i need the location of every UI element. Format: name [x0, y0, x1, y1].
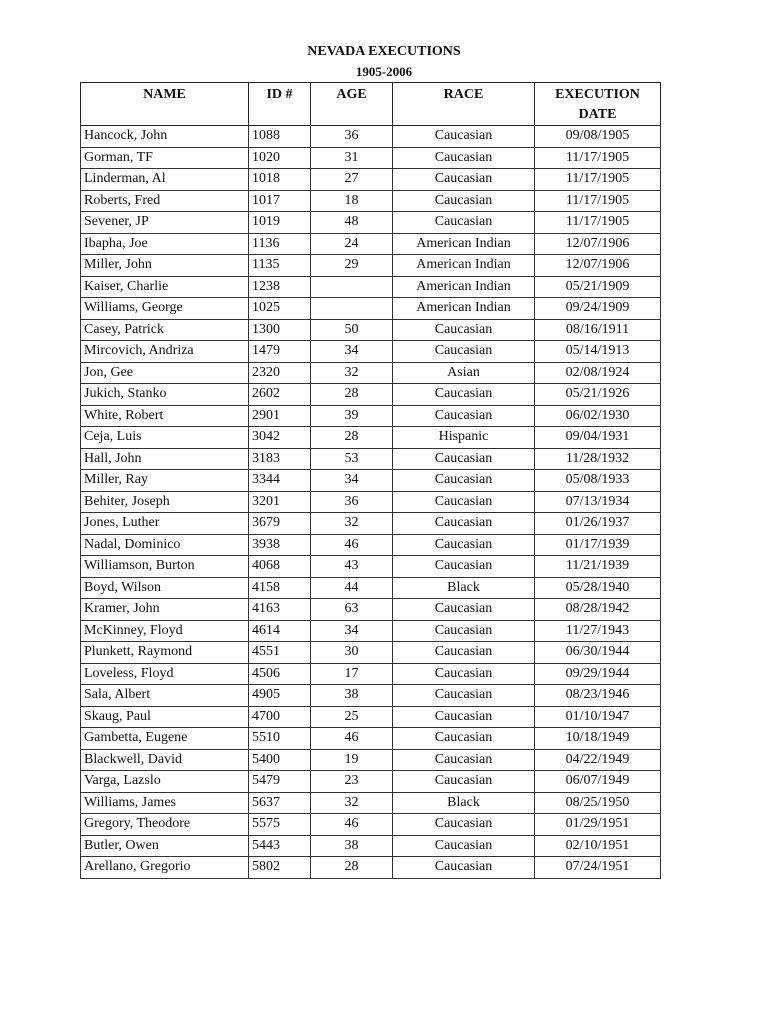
cell-name: Williams, George: [81, 298, 249, 320]
cell-execution-date: 09/29/1944: [535, 663, 661, 685]
cell-race: American Indian: [393, 255, 535, 277]
cell-race: Caucasian: [393, 491, 535, 513]
cell-id: 2602: [249, 384, 311, 406]
cell-execution-date: 02/10/1951: [535, 835, 661, 857]
table-row: [81, 749, 661, 771]
cell-age: 44: [311, 577, 393, 599]
cell-race: Caucasian: [393, 384, 535, 406]
cell-race: Caucasian: [393, 599, 535, 621]
table-row: [81, 427, 661, 449]
cell-age: 28: [311, 384, 393, 406]
cell-execution-date: 06/07/1949: [535, 771, 661, 793]
cell-age: 28: [311, 857, 393, 879]
cell-race: Caucasian: [393, 642, 535, 664]
cell-id: 4068: [249, 556, 311, 578]
cell-race: Caucasian: [393, 556, 535, 578]
cell-execution-date: 05/08/1933: [535, 470, 661, 492]
table-row: [81, 663, 661, 685]
table-row: [81, 771, 661, 793]
table-row: [81, 319, 661, 341]
table-row: [81, 384, 661, 406]
cell-id: 5400: [249, 749, 311, 771]
cell-name: Gambetta, Eugene: [81, 728, 249, 750]
cell-race: Black: [393, 792, 535, 814]
cell-name: Mircovich, Andriza: [81, 341, 249, 363]
cell-name: Gorman, TF: [81, 147, 249, 169]
cell-age: 48: [311, 212, 393, 234]
cell-execution-date: 07/13/1934: [535, 491, 661, 513]
cell-execution-date: 11/17/1905: [535, 212, 661, 234]
cell-name: Sevener, JP: [81, 212, 249, 234]
cell-age: 50: [311, 319, 393, 341]
table-row: [81, 362, 661, 384]
cell-name: McKinney, Floyd: [81, 620, 249, 642]
table-row: [81, 835, 661, 857]
cell-race: Caucasian: [393, 126, 535, 148]
cell-age: 34: [311, 620, 393, 642]
cell-name: Loveless, Floyd: [81, 663, 249, 685]
cell-name: Butler, Owen: [81, 835, 249, 857]
cell-execution-date: 05/28/1940: [535, 577, 661, 599]
table-row: [81, 706, 661, 728]
cell-age: 43: [311, 556, 393, 578]
table-row: [81, 491, 661, 513]
cell-name: Plunkett, Raymond: [81, 642, 249, 664]
cell-id: 3201: [249, 491, 311, 513]
cell-age: 38: [311, 835, 393, 857]
table-row: [81, 298, 661, 320]
cell-name: Varga, Lazslo: [81, 771, 249, 793]
cell-race: Caucasian: [393, 341, 535, 363]
cell-age: 32: [311, 513, 393, 535]
cell-age: 53: [311, 448, 393, 470]
cell-id: 1479: [249, 341, 311, 363]
table-row: [81, 169, 661, 191]
cell-execution-date: 04/22/1949: [535, 749, 661, 771]
cell-name: Miller, Ray: [81, 470, 249, 492]
table-row: [81, 341, 661, 363]
cell-age: 30: [311, 642, 393, 664]
cell-race: Caucasian: [393, 685, 535, 707]
column-header-execution-date: [535, 83, 661, 126]
cell-name: Roberts, Fred: [81, 190, 249, 212]
table-row: [81, 276, 661, 298]
cell-race: Caucasian: [393, 749, 535, 771]
cell-execution-date: 05/14/1913: [535, 341, 661, 363]
cell-age: 19: [311, 749, 393, 771]
table-row: [81, 147, 661, 169]
cell-id: 3344: [249, 470, 311, 492]
table-row: [81, 126, 661, 148]
cell-execution-date: 09/04/1931: [535, 427, 661, 449]
cell-race: Black: [393, 577, 535, 599]
cell-age: 46: [311, 728, 393, 750]
cell-race: American Indian: [393, 298, 535, 320]
table-row: [81, 792, 661, 814]
cell-name: Nadal, Dominico: [81, 534, 249, 556]
cell-execution-date: 10/18/1949: [535, 728, 661, 750]
cell-execution-date: 11/21/1939: [535, 556, 661, 578]
cell-age: 36: [311, 126, 393, 148]
cell-race: Caucasian: [393, 448, 535, 470]
cell-id: 5479: [249, 771, 311, 793]
table-row: [81, 599, 661, 621]
cell-id: 5443: [249, 835, 311, 857]
column-header-race: RACE: [393, 83, 535, 126]
cell-execution-date: 11/17/1905: [535, 147, 661, 169]
cell-race: Caucasian: [393, 147, 535, 169]
cell-name: Jon, Gee: [81, 362, 249, 384]
cell-execution-date: 11/17/1905: [535, 190, 661, 212]
cell-age: 46: [311, 814, 393, 836]
cell-execution-date: 09/24/1909: [535, 298, 661, 320]
cell-execution-date: 02/08/1924: [535, 362, 661, 384]
cell-id: 1238: [249, 276, 311, 298]
table-row: [81, 470, 661, 492]
cell-execution-date: 11/27/1943: [535, 620, 661, 642]
cell-execution-date: 05/21/1909: [535, 276, 661, 298]
cell-name: Jukich, Stanko: [81, 384, 249, 406]
cell-execution-date: 01/17/1939: [535, 534, 661, 556]
column-header-age: AGE: [311, 83, 393, 126]
table-row: [81, 620, 661, 642]
table-row: [81, 857, 661, 879]
cell-id: 4163: [249, 599, 311, 621]
cell-id: 5637: [249, 792, 311, 814]
cell-name: Blackwell, David: [81, 749, 249, 771]
cell-race: Caucasian: [393, 190, 535, 212]
cell-id: 1020: [249, 147, 311, 169]
cell-age: 23: [311, 771, 393, 793]
cell-age: 31: [311, 147, 393, 169]
cell-name: Skaug, Paul: [81, 706, 249, 728]
cell-race: Caucasian: [393, 620, 535, 642]
table-row: [81, 814, 661, 836]
cell-name: Arellano, Gregorio: [81, 857, 249, 879]
cell-name: Ceja, Luis: [81, 427, 249, 449]
table-row: [81, 556, 661, 578]
cell-id: 1088: [249, 126, 311, 148]
cell-race: Asian: [393, 362, 535, 384]
cell-race: Caucasian: [393, 771, 535, 793]
executions-table: [80, 82, 661, 879]
cell-age: 63: [311, 599, 393, 621]
cell-age: 32: [311, 362, 393, 384]
cell-execution-date: 08/28/1942: [535, 599, 661, 621]
cell-age: 27: [311, 169, 393, 191]
cell-execution-date: 09/08/1905: [535, 126, 661, 148]
cell-race: Caucasian: [393, 212, 535, 234]
cell-age: 28: [311, 427, 393, 449]
cell-age: 46: [311, 534, 393, 556]
cell-execution-date: 01/26/1937: [535, 513, 661, 535]
cell-name: White, Robert: [81, 405, 249, 427]
column-header-id: ID #: [249, 83, 311, 126]
cell-id: 1018: [249, 169, 311, 191]
cell-race: Caucasian: [393, 857, 535, 879]
cell-age: 36: [311, 491, 393, 513]
table-row: [81, 642, 661, 664]
cell-execution-date: 08/25/1950: [535, 792, 661, 814]
document-subtitle: 1905-2006: [355, 64, 413, 79]
table-row: [81, 255, 661, 277]
cell-race: American Indian: [393, 233, 535, 255]
cell-race: American Indian: [393, 276, 535, 298]
cell-execution-date: 08/16/1911: [535, 319, 661, 341]
cell-race: Caucasian: [393, 534, 535, 556]
cell-id: 4551: [249, 642, 311, 664]
cell-id: 1300: [249, 319, 311, 341]
cell-id: 3042: [249, 427, 311, 449]
cell-race: Caucasian: [393, 728, 535, 750]
cell-execution-date: 01/29/1951: [535, 814, 661, 836]
cell-race: Caucasian: [393, 405, 535, 427]
cell-name: Ibapha, Joe: [81, 233, 249, 255]
cell-age: 39: [311, 405, 393, 427]
cell-race: Caucasian: [393, 814, 535, 836]
cell-age: 17: [311, 663, 393, 685]
cell-id: 4700: [249, 706, 311, 728]
cell-id: 2901: [249, 405, 311, 427]
cell-execution-date: 05/21/1926: [535, 384, 661, 406]
column-header-execution-date-line2: DATE: [578, 107, 617, 122]
cell-name: Williams, James: [81, 792, 249, 814]
table-row: [81, 534, 661, 556]
cell-age: 34: [311, 470, 393, 492]
cell-name: Linderman, Al: [81, 169, 249, 191]
table-row: [81, 233, 661, 255]
table-row: [81, 212, 661, 234]
cell-race: Caucasian: [393, 663, 535, 685]
cell-id: 1025: [249, 298, 311, 320]
cell-execution-date: 12/07/1906: [535, 255, 661, 277]
cell-execution-date: 11/17/1905: [535, 169, 661, 191]
column-header-name: NAME: [81, 83, 249, 126]
cell-name: Hancock, John: [81, 126, 249, 148]
cell-execution-date: 11/28/1932: [535, 448, 661, 470]
cell-execution-date: 07/24/1951: [535, 857, 661, 879]
table-row: [81, 685, 661, 707]
table-row: [81, 448, 661, 470]
cell-race: Caucasian: [393, 470, 535, 492]
cell-name: Boyd, Wilson: [81, 577, 249, 599]
cell-age: 38: [311, 685, 393, 707]
cell-age: 29: [311, 255, 393, 277]
cell-name: Williamson, Burton: [81, 556, 249, 578]
cell-id: 3679: [249, 513, 311, 535]
cell-execution-date: 12/07/1906: [535, 233, 661, 255]
cell-id: 1135: [249, 255, 311, 277]
cell-execution-date: 01/10/1947: [535, 706, 661, 728]
cell-name: Jones, Luther: [81, 513, 249, 535]
cell-id: 1019: [249, 212, 311, 234]
cell-id: 5510: [249, 728, 311, 750]
cell-name: Gregory, Theodore: [81, 814, 249, 836]
cell-id: 1136: [249, 233, 311, 255]
cell-race: Caucasian: [393, 706, 535, 728]
cell-id: 1017: [249, 190, 311, 212]
cell-race: Caucasian: [393, 319, 535, 341]
cell-execution-date: 08/23/1946: [535, 685, 661, 707]
cell-id: 4614: [249, 620, 311, 642]
cell-race: Hispanic: [393, 427, 535, 449]
cell-name: Sala, Albert: [81, 685, 249, 707]
cell-age: [311, 276, 393, 298]
table-row: [81, 577, 661, 599]
table-row: [81, 190, 661, 212]
cell-age: 24: [311, 233, 393, 255]
cell-age: [311, 298, 393, 320]
cell-name: Kramer, John: [81, 599, 249, 621]
cell-age: 25: [311, 706, 393, 728]
cell-id: 2320: [249, 362, 311, 384]
table-row: [81, 513, 661, 535]
cell-race: Caucasian: [393, 835, 535, 857]
cell-id: 4506: [249, 663, 311, 685]
cell-id: 5575: [249, 814, 311, 836]
cell-id: 4158: [249, 577, 311, 599]
cell-execution-date: 06/02/1930: [535, 405, 661, 427]
document-title: NEVADA EXECUTIONS: [307, 44, 461, 59]
table-row: [81, 405, 661, 427]
cell-id: 3183: [249, 448, 311, 470]
cell-name: Casey, Patrick: [81, 319, 249, 341]
cell-race: Caucasian: [393, 169, 535, 191]
cell-name: Miller, John: [81, 255, 249, 277]
cell-name: Behiter, Joseph: [81, 491, 249, 513]
cell-age: 18: [311, 190, 393, 212]
cell-race: Caucasian: [393, 513, 535, 535]
cell-name: Hall, John: [81, 448, 249, 470]
cell-id: 3938: [249, 534, 311, 556]
cell-id: 5802: [249, 857, 311, 879]
cell-id: 4905: [249, 685, 311, 707]
cell-age: 32: [311, 792, 393, 814]
cell-age: 34: [311, 341, 393, 363]
table-row: [81, 728, 661, 750]
column-header-execution-date-line1: EXECUTION: [555, 87, 640, 102]
table-header-row: [81, 83, 661, 126]
cell-name: Kaiser, Charlie: [81, 276, 249, 298]
cell-execution-date: 06/30/1944: [535, 642, 661, 664]
